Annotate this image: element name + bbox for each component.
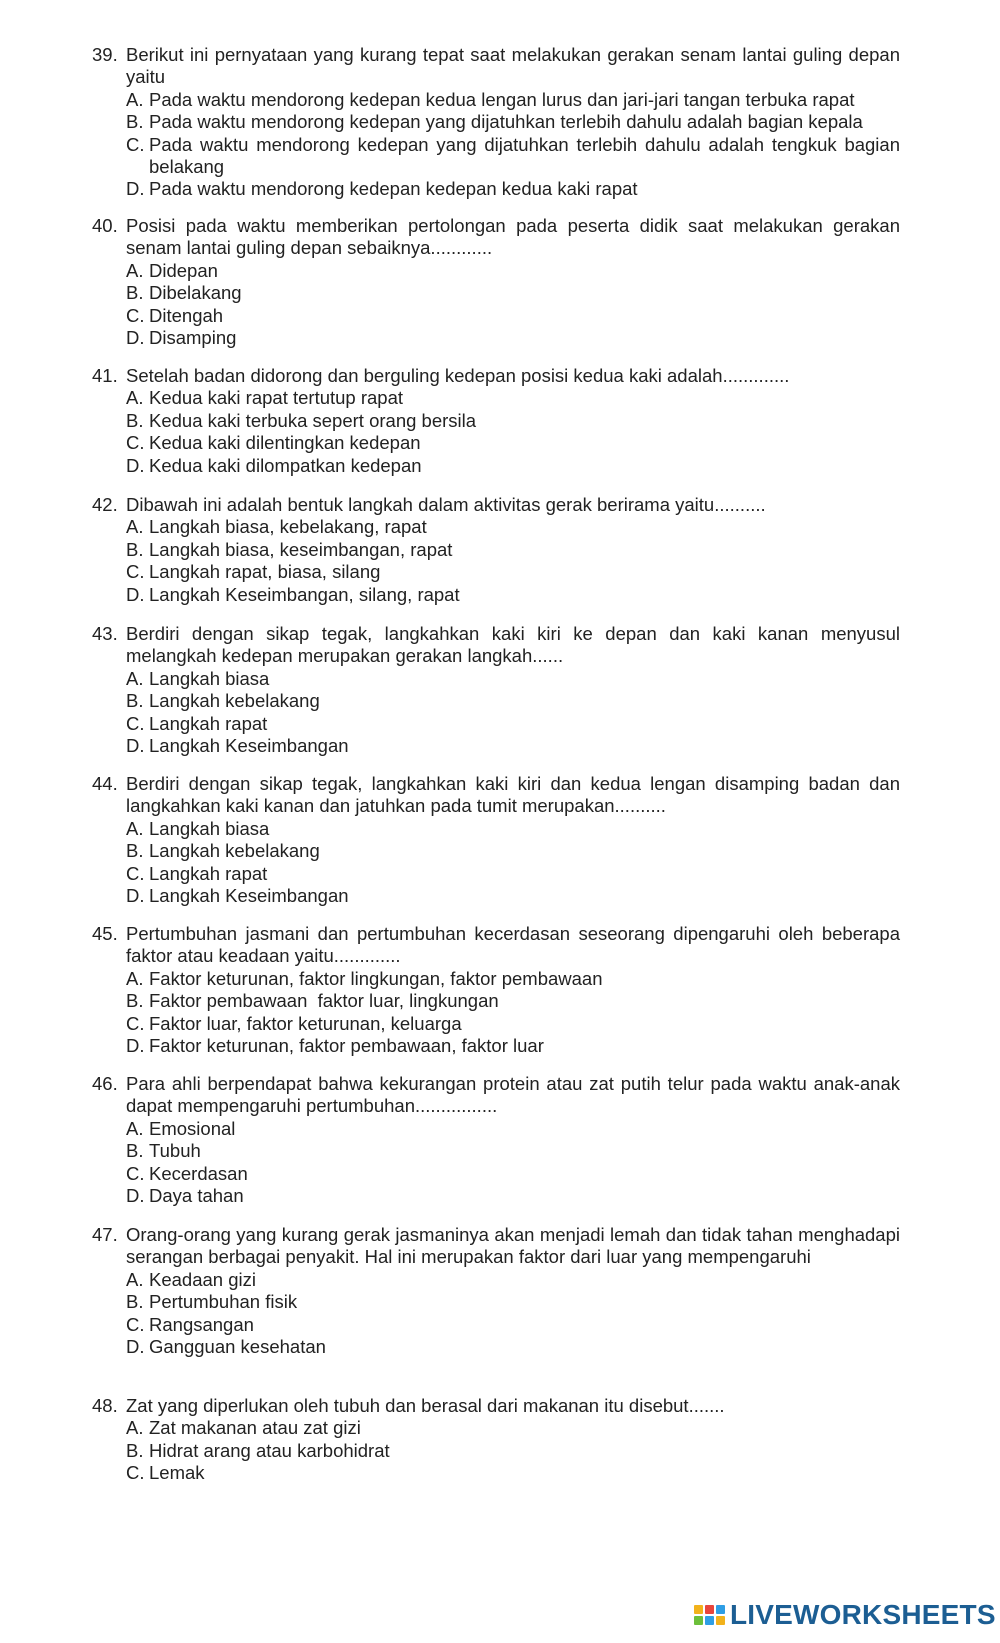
option-a: A. Langkah biasa: [126, 817, 270, 839]
option-b: B. Dibelakang: [126, 282, 242, 304]
option-c: C. Lemak: [126, 1462, 205, 1484]
question-42: [92, 494, 900, 606]
option-d: D. Langkah Keseimbangan, silang, rapat: [126, 583, 460, 605]
option-c: C. Langkah rapat, biasa, silang: [126, 561, 381, 583]
option-a: A. Zat makanan atau zat gizi: [126, 1417, 361, 1439]
question-40: [92, 215, 900, 349]
option-d: D. Daya tahan: [126, 1185, 244, 1207]
question-text: Berdiri dengan sikap tegak, langkahkan kaki kiri dan kedua lengan disamping badan dan langkahkan kaki kanan dan jatuhkan pada tumit merupakan..........: [126, 773, 900, 817]
question-number: 39.: [92, 44, 118, 65]
question-text: Pertumbuhan jasmani dan pertumbuhan kecerdasan seseorang dipengaruhi oleh beberapa faktor atau keadaan yaitu.............: [126, 923, 900, 967]
option-b: B. Langkah biasa, keseimbangan, rapat: [126, 538, 453, 560]
question-46: [92, 1073, 900, 1207]
option-c: C. Faktor luar, faktor keturunan, keluarga: [126, 1012, 462, 1034]
option-b: B. Kedua kaki terbuka sepert orang bersila: [126, 409, 477, 431]
option-b: B. Pertumbuhan fisik: [126, 1291, 298, 1313]
question-text: Orang-orang yang kurang gerak jasmaninya akan menjadi lemah dan tidak tahan menghadapi serangan berbagai penyakit. Hal ini merupakan faktor dari luar yang mempengaruhi: [126, 1224, 900, 1268]
option-c: C. Ditengah: [126, 304, 224, 326]
question-number: 43.: [92, 623, 118, 644]
option-c: C. Rangsangan: [126, 1313, 254, 1335]
option-a: A. Keadaan gizi: [126, 1268, 256, 1290]
option-b: B. Langkah kebelakang: [126, 690, 320, 712]
question-45: [92, 923, 900, 1057]
question-text: Para ahli berpendapat bahwa kekurangan protein atau zat putih telur pada waktu anak-anak dapat mempengaruhi pertumbuhan................: [126, 1073, 900, 1117]
logo-text: LIVEWORKSHEETS: [730, 1599, 996, 1630]
question-48: [92, 1395, 900, 1485]
question-number: 45.: [92, 923, 118, 944]
option-c: C. Langkah rapat: [126, 862, 268, 884]
option-c: C. Kedua kaki dilentingkan kedepan: [126, 432, 421, 454]
option-c: C. Langkah rapat: [126, 712, 268, 734]
question-44: [92, 773, 900, 907]
question-number: 48.: [92, 1395, 118, 1416]
option-a: A. Langkah biasa, kebelakang, rapat: [126, 516, 427, 538]
option-d: D. Kedua kaki dilompatkan kedepan: [126, 454, 422, 476]
question-number: 42.: [92, 494, 118, 515]
option-a: A. Faktor keturunan, faktor lingkungan, faktor pembawaan: [126, 967, 603, 989]
question-number: 44.: [92, 773, 118, 794]
option-b: B. Langkah kebelakang: [126, 840, 320, 862]
option-a: A. Langkah biasa: [126, 667, 270, 689]
question-number: 46.: [92, 1073, 118, 1094]
option-d: D. Faktor keturunan, faktor pembawaan, faktor luar: [126, 1035, 544, 1057]
question-47: [92, 1224, 900, 1358]
liveworksheets-logo[interactable]: [694, 1600, 996, 1630]
question-number: 41.: [92, 365, 118, 386]
option-a: A. Emosional: [126, 1117, 236, 1139]
option-a: A. Didepan: [126, 259, 218, 281]
option-a: A. Kedua kaki rapat tertutup rapat: [126, 387, 404, 409]
option-d: D. Gangguan kesehatan: [126, 1336, 326, 1358]
option-b: B. Hidrat arang atau karbohidrat: [126, 1439, 390, 1461]
question-text: Posisi pada waktu memberikan pertolongan pada peserta didik saat melakukan gerakan senam lantai guling depan sebaiknya............: [126, 215, 900, 259]
option-d: D. Langkah Keseimbangan: [126, 735, 349, 757]
question-number: 47.: [92, 1224, 118, 1245]
option-d: D. Disamping: [126, 327, 237, 349]
option-c: C. Kecerdasan: [126, 1162, 248, 1184]
question-43: [92, 623, 900, 757]
option-d: D. Langkah Keseimbangan: [126, 885, 349, 907]
question-text: Berikut ini pernyataan yang kurang tepat saat melakukan gerakan senam lantai guling depan yaitu: [126, 44, 900, 88]
liveworksheets-logo-icon: [694, 1605, 725, 1625]
question-text: Setelah badan didorong dan berguling kedepan posisi kedua kaki adalah.............: [126, 365, 790, 386]
option-c: C. Pada waktu mendorong kedepan yang dijatuhkan terlebih dahulu adalah tengkuk bagian belakang: [126, 133, 900, 178]
option-b: B. Pada waktu mendorong kedepan yang dijatuhkan terlebih dahulu adalah bagian kepala: [126, 111, 863, 133]
question-number: 40.: [92, 215, 118, 236]
option-b: B. Tubuh: [126, 1140, 201, 1162]
option-d: D. Pada waktu mendorong kedepan kedepan kedua kaki rapat: [126, 178, 638, 200]
option-b: B. Faktor pembawaan faktor luar, lingkungan: [126, 990, 499, 1012]
option-a: A. Pada waktu mendorong kedepan kedua lengan lurus dan jari-jari tangan terbuka rapat: [126, 88, 855, 110]
question-text: Dibawah ini adalah bentuk langkah dalam aktivitas gerak berirama yaitu..........: [126, 494, 766, 515]
question-39: [92, 44, 900, 201]
question-text: Zat yang diperlukan oleh tubuh dan berasal dari makanan itu disebut.......: [126, 1395, 725, 1416]
question-41: [92, 365, 900, 477]
question-text: Berdiri dengan sikap tegak, langkahkan kaki kiri ke depan dan kaki kanan menyusul melangkah kedepan merupakan gerakan langkah......: [126, 623, 900, 667]
